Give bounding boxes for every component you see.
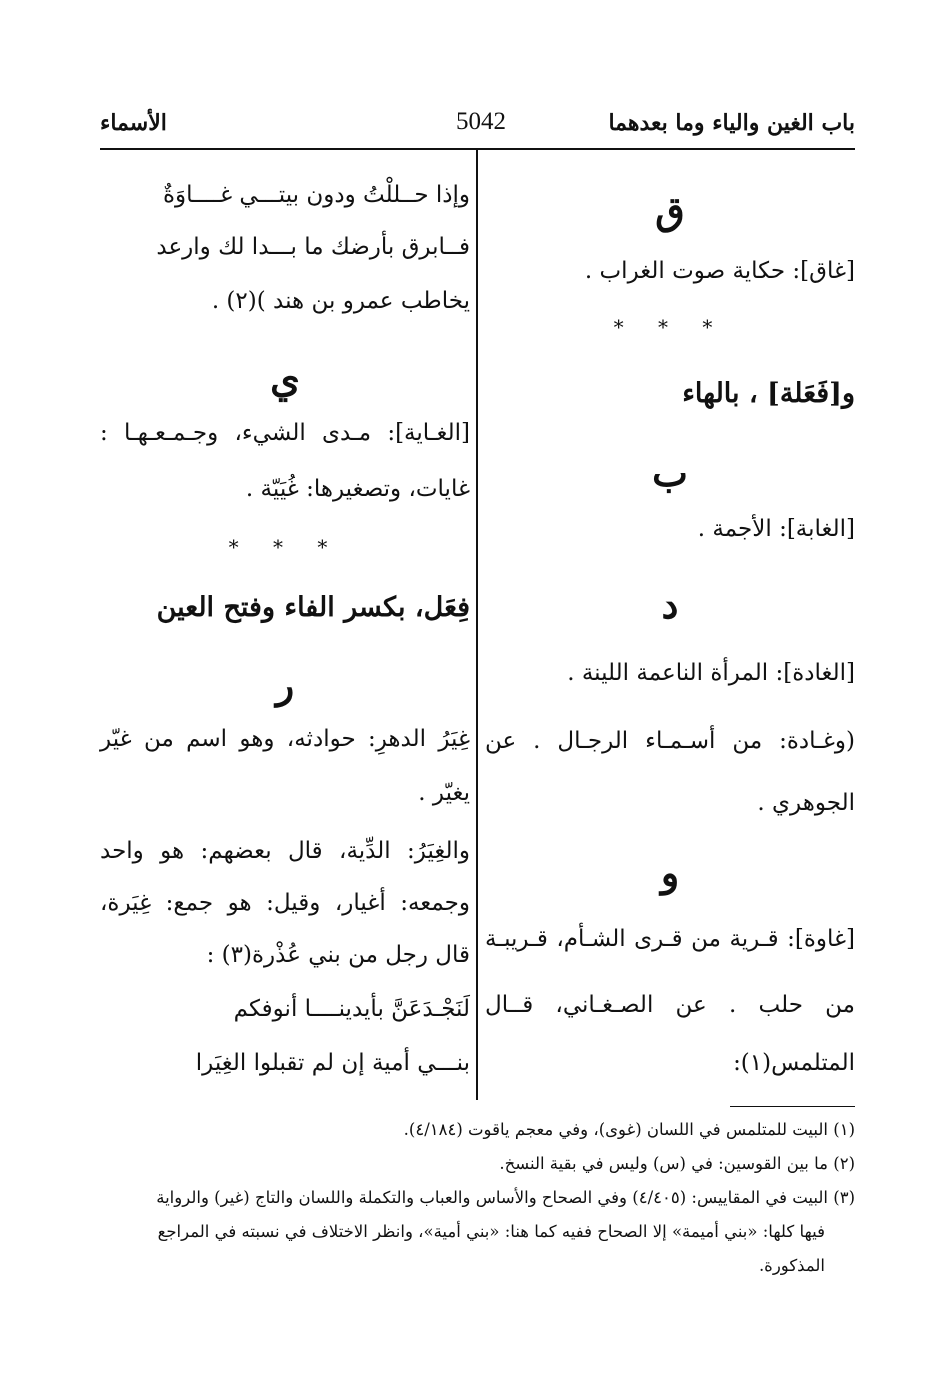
verse1-attribution: يخاطب عمرو بن هند )(٢) . <box>211 288 470 314</box>
footnote-3-line3: المذكورة. <box>758 1256 825 1275</box>
letter-ba: ب <box>652 450 688 495</box>
entry-ghada: [الغادة]: المرأة الناعمة اللينة . <box>567 660 855 686</box>
entry-ghiyar-line2: يغيّر . <box>418 780 470 806</box>
letter-qaf: ق <box>655 188 685 233</box>
verse1-line2: فــابرق بأرضك ما بـــدا لك وارعد <box>156 234 470 260</box>
verse2-line2: بنـــي أمية إن لم تقبلوا الغِيَرا <box>195 1050 470 1076</box>
letter-waw: و <box>660 850 680 895</box>
footnote-2: (٢) ما بين القوسين: في (س) وليس في بقية النسخ. <box>499 1154 855 1173</box>
entry-ghiyar2-line1: والغِيَرُ: الدِّية، قال بعضهم: هو واحد <box>100 838 470 864</box>
entry-ghaq: [غاق]: حكاية صوت الغراب . <box>584 258 855 284</box>
entry-ghawa-line2: من حلب . عن الصـغـاني، قــال <box>485 992 855 1018</box>
verse2-line1: لَنَجْـدَعَنَّ بأيدينــــا أنوفكم <box>233 996 470 1022</box>
chapter-title: باب الغين والياء وما بعدهما <box>608 110 855 136</box>
column-divider <box>476 150 478 1100</box>
section-heading-fiala: فِعَل، بكسر الفاء وفتح العين <box>156 592 470 623</box>
entry-ghawa-line3: المتلمس(١): <box>733 1050 855 1076</box>
entry-ghiyar2-line3: قال رجل من بني عُذْرة(٣) : <box>206 942 470 968</box>
entry-ghada-name-line2: الجوهري . <box>757 790 855 816</box>
section-title: الأسماء <box>100 110 167 136</box>
entry-ghawa-line1: [غاوة]: قـرية من قـرى الشـأم، قـريبـة <box>485 926 855 952</box>
entry-ghiyar2-line2: وجمعه: أغيار، وقيل: هو جمع: غِيَرة، <box>100 890 470 916</box>
footnote-1: (١) البيت للمتلمس في اللسان (غوى)، وفي معجم ياقوت (٤/١٨٤). <box>403 1120 855 1139</box>
page-header <box>100 108 855 150</box>
page-number: 5042 <box>456 108 506 135</box>
separator-stars: * * * <box>228 535 342 559</box>
letter-dal: د <box>661 582 679 627</box>
verse1-line1: وإذا حــللْتُ ودون بيتـــي غــــاوَةٌ <box>162 182 470 208</box>
entry-ghaya-line2: غايات، وتصغيرها: غُيَيّة . <box>245 476 470 502</box>
footnote-rule <box>730 1106 855 1107</box>
entry-ghiyar-line1: غِيَرُ الدهرِ: حوادثه، وهو اسم من غيّر <box>100 726 470 752</box>
footnote-3-line1: (٣) البيت في المقاييس: (٤/٤٠٥) وفي الصحاح والأساس والعباب والتكملة واللسان والتاج (غير) والرواية <box>156 1188 855 1207</box>
separator-stars: * * * <box>613 315 727 339</box>
footnote-3-line2: فيها كلها: «بني أميمة» إلا الصحاح ففيه كما هنا: «بني أمية»، وانظر الاختلاف في نسبته في المراجع <box>157 1222 825 1241</box>
entry-ghaba: [الغابة]: الأجمة . <box>697 516 855 542</box>
entry-ghaya-line1: [الغـاية]: مـدى الشيء، وجـمـعـهـا : <box>100 420 470 446</box>
section-heading-faala: و[فَعَلة] ، بالهاء <box>682 378 855 409</box>
letter-ya: ي <box>270 356 300 401</box>
letter-ra: ر <box>275 662 295 707</box>
entry-ghada-name-line1: (وغـادة: من أسـمـاء الرجـال . عن <box>485 728 855 754</box>
